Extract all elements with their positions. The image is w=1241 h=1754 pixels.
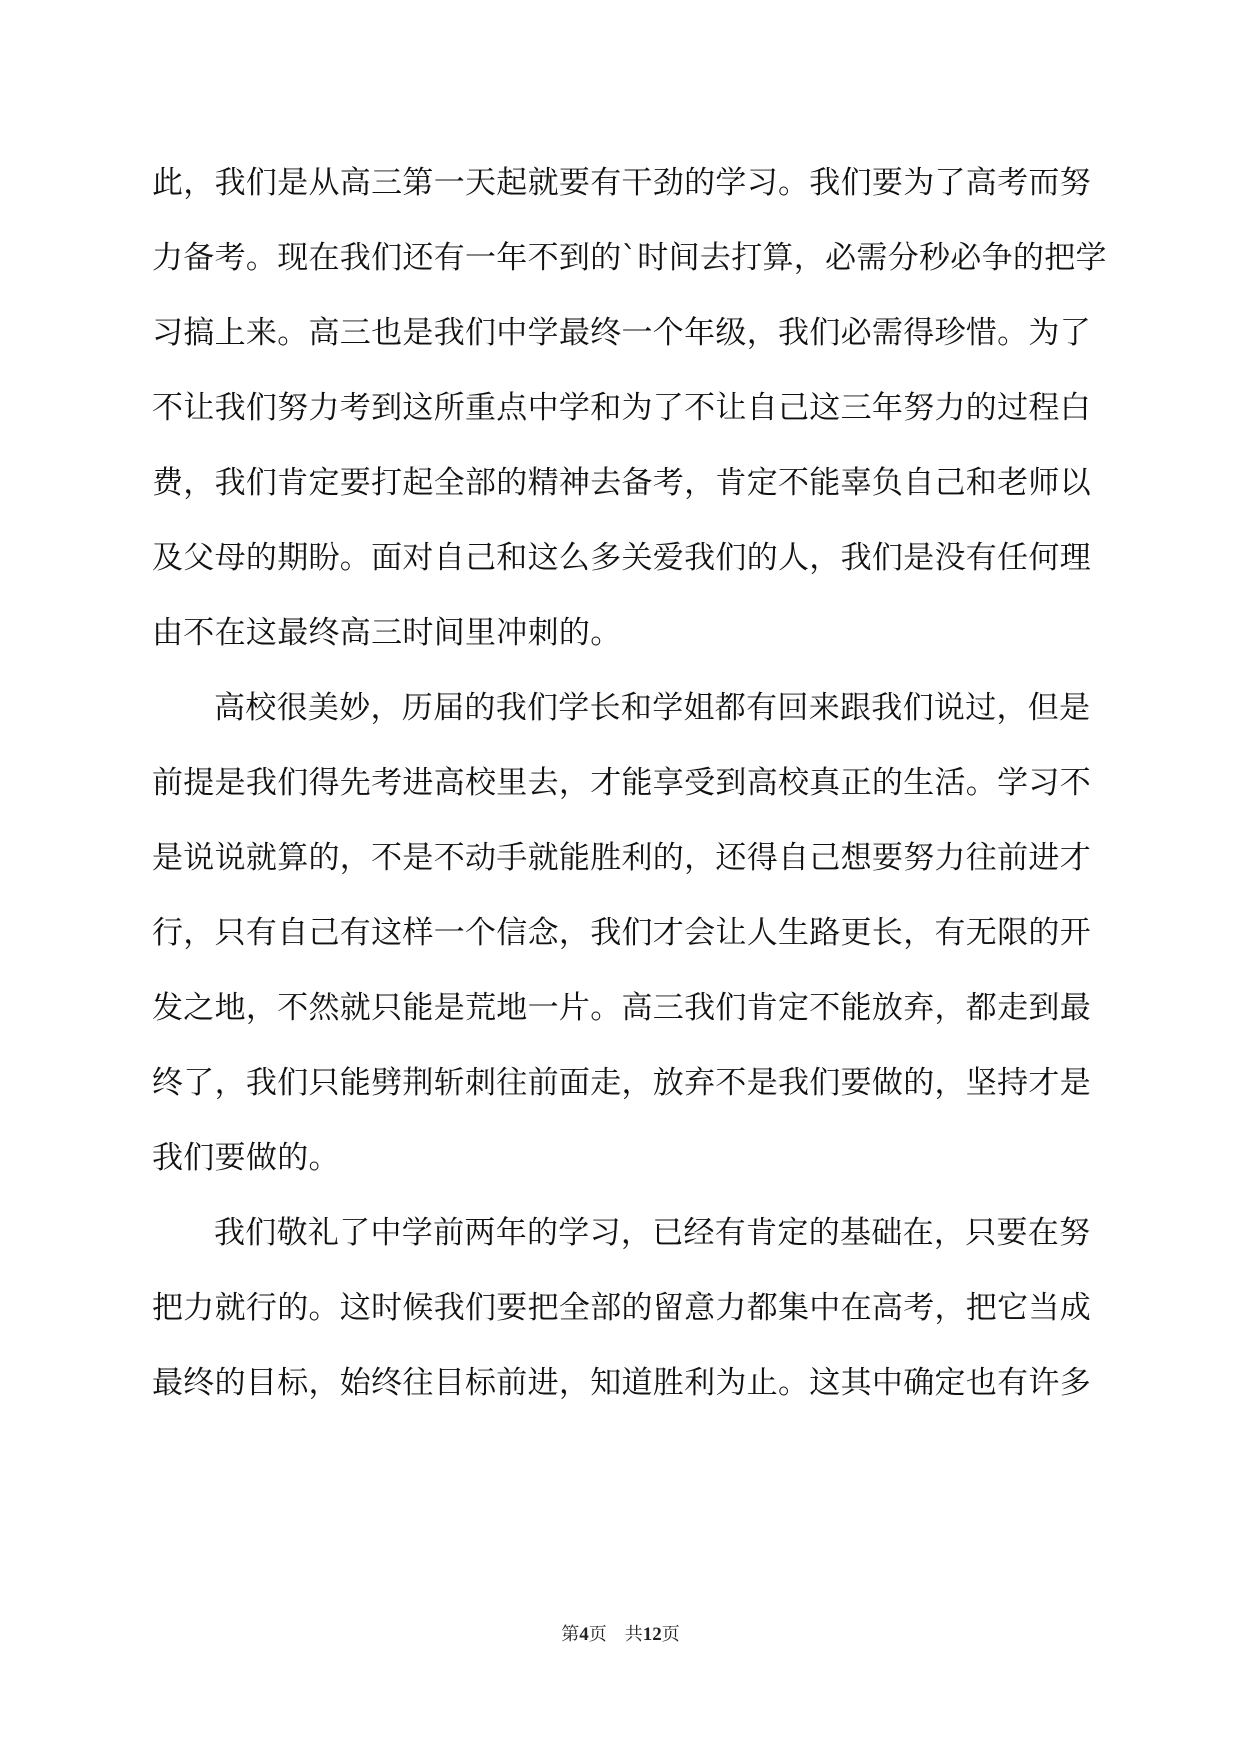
text-line: 习搞上来。高三也是我们中学最终一个年级，我们必需得珍惜。为了 [152, 315, 1091, 351]
text-line: 不让我们努力考到这所重点中学和为了不让自己这三年努力的过程白 [152, 390, 1091, 426]
total-pages: 12 [642, 1624, 662, 1645]
page-number: 4 [579, 1624, 589, 1645]
footer-prefix: 第 [561, 1624, 580, 1644]
footer-total-suffix: 页 [661, 1624, 680, 1644]
footer-page-suffix: 页 [588, 1624, 607, 1644]
text-line: 发之地，不然就只能是荒地一片。高三我们肯定不能放弃，都走到最 [152, 990, 1091, 1026]
text-line: 前提是我们得先考进高校里去，才能享受到高校真正的生活。学习不 [152, 765, 1091, 801]
text-line: 及父母的期盼。面对自己和这么多关爱我们的人，我们是没有任何理 [152, 540, 1091, 576]
text-line: 我们要做的。 [152, 1140, 340, 1176]
text-line: 费，我们肯定要打起全部的精神去备考，肯定不能辜负自己和老师以 [152, 465, 1091, 501]
text-line: 行，只有自己有这样一个信念，我们才会让人生路更长，有无限的开 [152, 915, 1091, 951]
page-footer [0, 1620, 1241, 1646]
text-line: 由不在这最终高三时间里冲刺的。 [152, 615, 622, 651]
text-line: 力备考。现在我们还有一年不到的`时间去打算，必需分秒必争的把学 [152, 240, 1107, 276]
text-line: 终了，我们只能劈荆斩刺往前面走，放弃不是我们要做的，坚持才是 [152, 1065, 1091, 1101]
text-line: 此，我们是从高三第一天起就要有干劲的学习。我们要为了高考而努 [152, 165, 1091, 201]
text-line: 把力就行的。这时候我们要把全部的留意力都集中在高考，把它当成 [152, 1290, 1091, 1326]
text-line: 是说说就算的，不是不动手就能胜利的，还得自己想要努力往前进才 [152, 840, 1091, 876]
text-line: 最终的目标，始终往目标前进，知道胜利为止。这其中确定也有许多 [152, 1365, 1091, 1401]
footer-total-prefix: 共 [624, 1624, 643, 1644]
text-line: 我们敬礼了中学前两年的学习，已经有肯定的基础在，只要在努 [214, 1215, 1091, 1251]
text-line: 高校很美妙，历届的我们学长和学姐都有回来跟我们说过，但是 [214, 690, 1091, 726]
